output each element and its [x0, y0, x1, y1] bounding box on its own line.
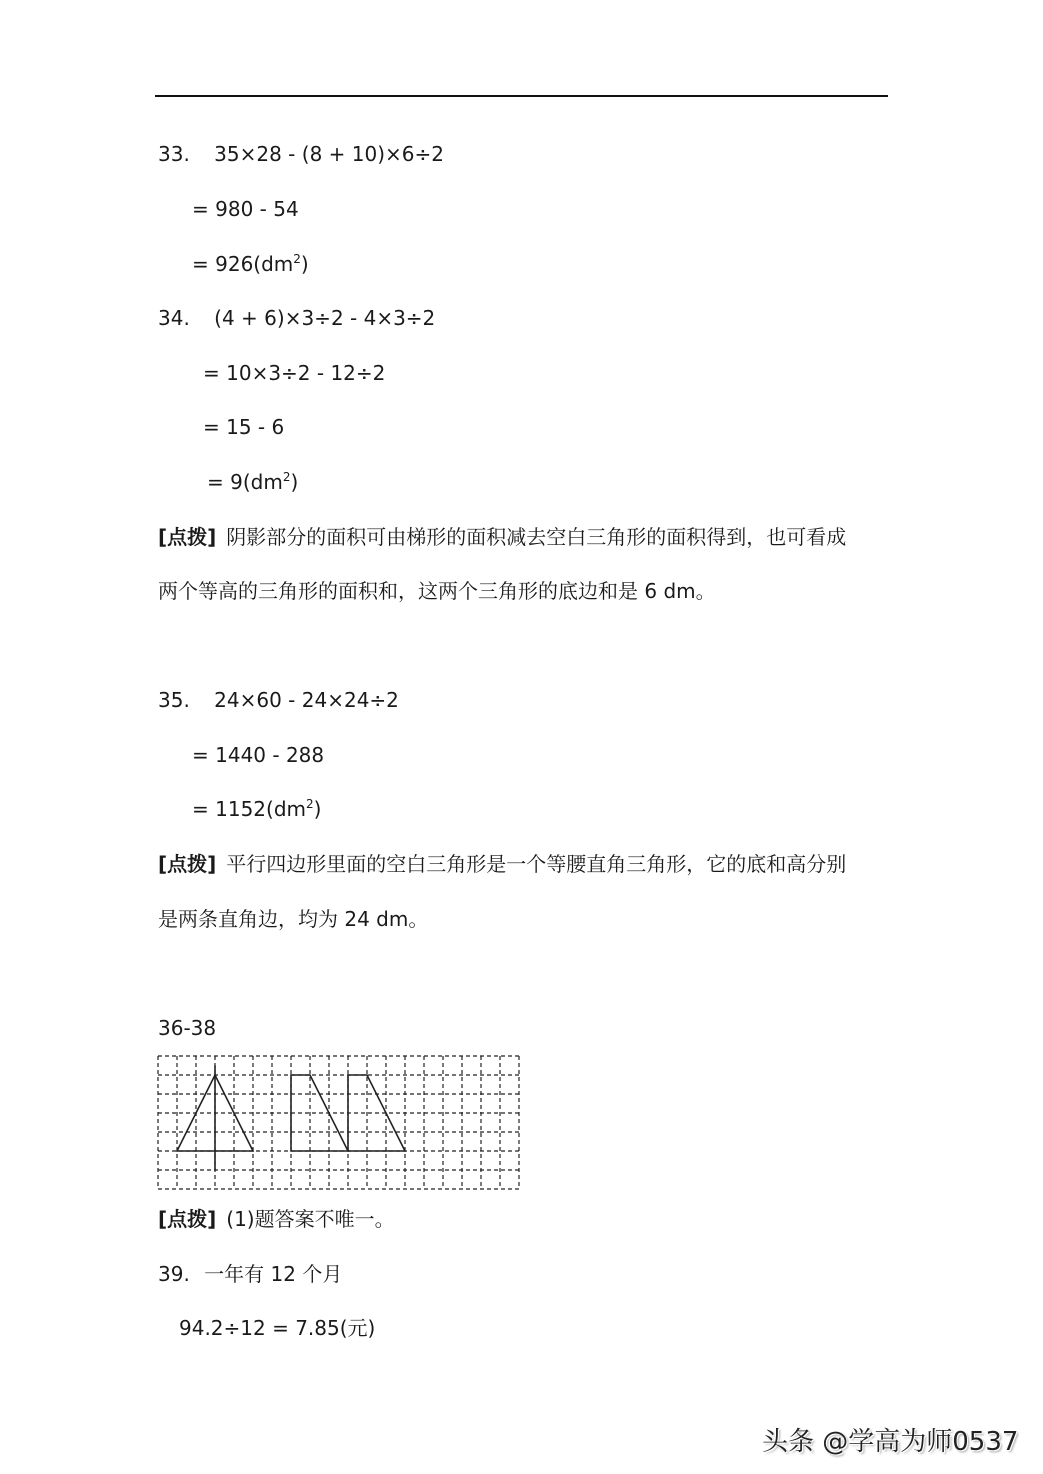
grid-svg	[157, 1055, 520, 1190]
problem-expression: 35×28 - (8 + 10)×6÷2	[214, 142, 444, 166]
problem-number: 39.	[158, 1262, 190, 1286]
note-text: (1)题答案不唯一。	[226, 1207, 395, 1231]
step-close: )	[313, 797, 322, 821]
problem-number: 35.	[158, 688, 190, 712]
note-tag: [点拨]	[158, 852, 217, 876]
problem-34-step-1: = 10×3÷2 - 12÷2	[203, 361, 386, 385]
problem-34-note-line-1	[158, 525, 846, 549]
step-text: = 1152(dm	[192, 797, 306, 821]
problem-expression: (4 + 6)×3÷2 - 4×3÷2	[214, 306, 436, 330]
problem-35-note-line-2: 是两条直角边，均为 24 dm。	[158, 907, 429, 931]
problem-39-step-1: 94.2÷12 = 7.85(元)	[179, 1316, 376, 1340]
problem-36-38-note	[158, 1207, 395, 1231]
problem-34-expression-line	[158, 306, 435, 330]
note-tag: [点拨]	[158, 525, 217, 549]
superscript: 2	[293, 252, 301, 266]
problem-36-38-label: 36-38	[158, 1016, 217, 1040]
problem-34-step-3	[207, 470, 298, 494]
problem-statement: 一年有 12 个月	[204, 1262, 343, 1286]
problem-33-step-2	[192, 252, 309, 276]
note-text: 阴影部分的面积可由梯形的面积减去空白三角形的面积得到，也可看成	[226, 525, 847, 549]
dotted-grid-figure	[157, 1055, 520, 1194]
problem-39-statement-line	[158, 1262, 342, 1286]
problem-35-note-line-1	[158, 852, 846, 876]
problem-33-step-1: = 980 - 54	[192, 197, 299, 221]
note-tag: [点拨]	[158, 1207, 217, 1231]
step-close: )	[290, 470, 299, 494]
problem-34-note-line-2: 两个等高的三角形的面积和，这两个三角形的底边和是 6 dm。	[158, 579, 716, 603]
note-text: 平行四边形里面的空白三角形是一个等腰直角三角形，它的底和高分别	[226, 852, 847, 876]
header-rule	[155, 95, 888, 97]
step-text: = 926(dm	[192, 252, 294, 276]
problem-35-expression-line	[158, 688, 399, 712]
superscript: 2	[282, 470, 291, 484]
superscript: 2	[306, 797, 314, 811]
problem-35-step-1: = 1440 - 288	[192, 743, 325, 767]
problem-33-expression-line	[158, 142, 444, 166]
watermark: 头条 @学高为师0537	[762, 1427, 1019, 1457]
step-close: )	[300, 252, 309, 276]
problem-number: 34.	[158, 306, 190, 330]
problem-expression: 24×60 - 24×24÷2	[214, 688, 399, 712]
problem-35-step-2	[192, 797, 321, 821]
problem-number: 33.	[158, 142, 190, 166]
problem-34-step-2: = 15 - 6	[203, 415, 285, 439]
step-text: = 9(dm	[207, 470, 283, 494]
